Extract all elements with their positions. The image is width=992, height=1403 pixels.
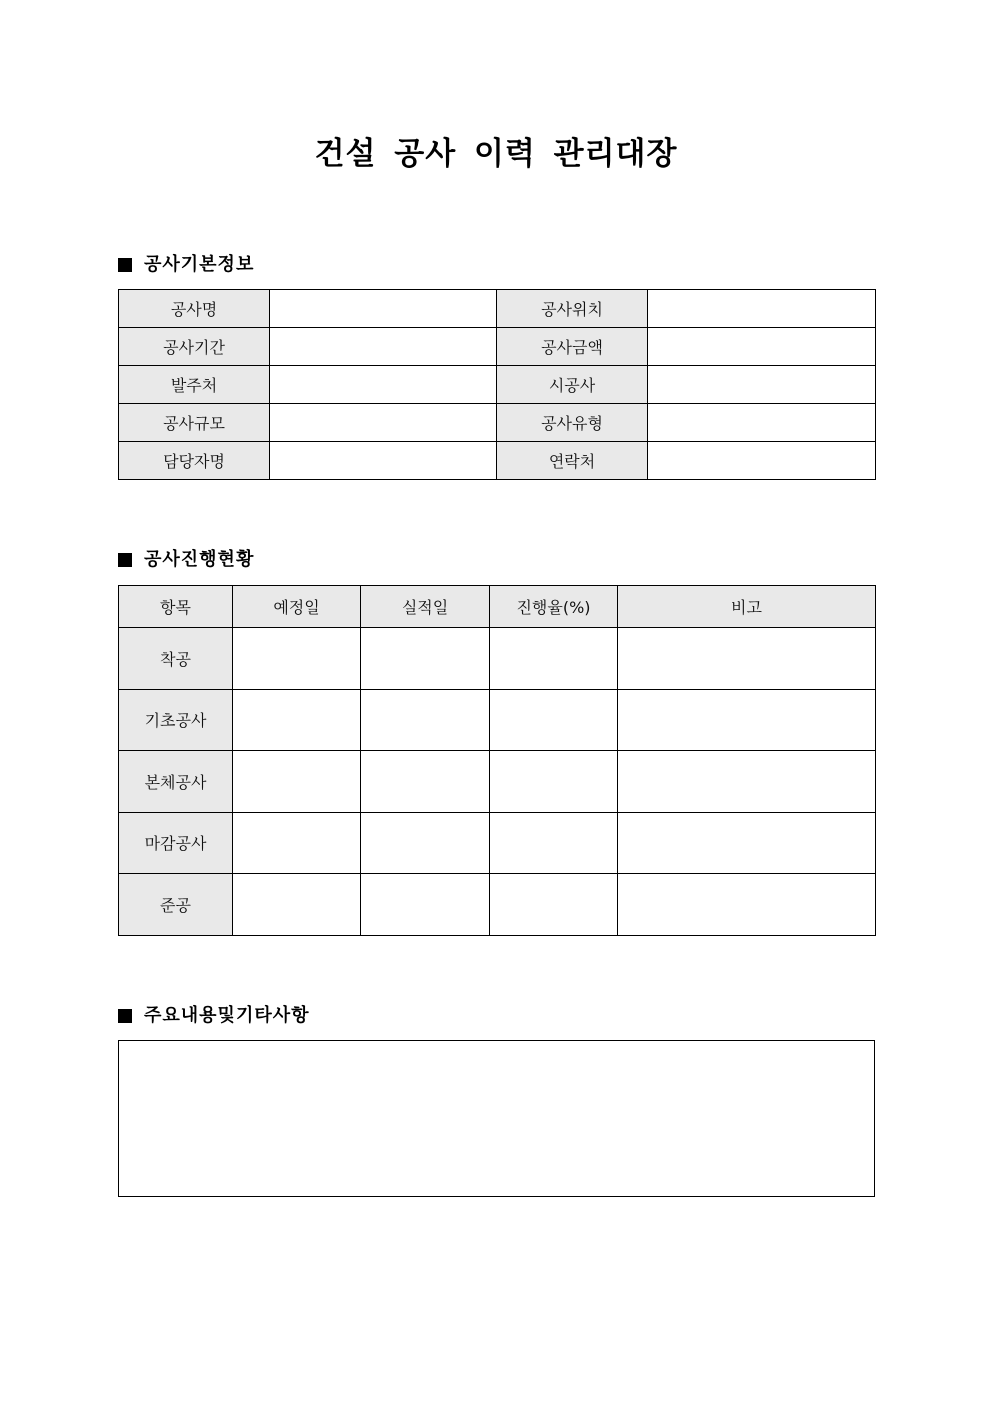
- progress-rate-cell[interactable]: [490, 751, 618, 813]
- black-square-bullet-icon: [118, 1009, 132, 1023]
- section-heading-progress: [118, 548, 254, 572]
- row-label-main-structure-work: 본체공사: [119, 751, 233, 813]
- notes-textarea[interactable]: [118, 1040, 875, 1197]
- actual-date-cell[interactable]: [361, 751, 490, 813]
- manager-name-field[interactable]: [270, 442, 497, 480]
- progress-rate-cell[interactable]: [490, 628, 618, 690]
- label-client: 발주처: [119, 366, 270, 404]
- column-header-remarks: 비고: [618, 586, 876, 628]
- black-square-bullet-icon: [118, 258, 132, 272]
- section-heading-label: 공사진행현황: [144, 549, 255, 570]
- actual-date-cell[interactable]: [361, 812, 490, 874]
- row-label-foundation-work: 기초공사: [119, 689, 233, 751]
- label-project-period: 공사기간: [119, 328, 270, 366]
- black-square-bullet-icon: [118, 553, 132, 567]
- section-heading-notes: [118, 1004, 310, 1028]
- table-row: [119, 404, 876, 442]
- project-type-field[interactable]: [648, 404, 876, 442]
- project-amount-field[interactable]: [648, 328, 876, 366]
- progress-rate-cell[interactable]: [490, 812, 618, 874]
- column-header-planned-date: 예정일: [233, 586, 361, 628]
- label-contact: 연락처: [497, 442, 648, 480]
- progress-rate-cell[interactable]: [490, 874, 618, 936]
- row-label-finishing-work: 마감공사: [119, 812, 233, 874]
- table-row: [119, 290, 876, 328]
- table-row: [119, 751, 876, 813]
- remarks-cell[interactable]: [618, 689, 876, 751]
- actual-date-cell[interactable]: [361, 874, 490, 936]
- remarks-cell[interactable]: [618, 628, 876, 690]
- label-project-scale: 공사규모: [119, 404, 270, 442]
- progress-rate-cell[interactable]: [490, 689, 618, 751]
- row-label-completion: 준공: [119, 874, 233, 936]
- section-heading-label: 공사기본정보: [144, 254, 255, 275]
- contractor-field[interactable]: [648, 366, 876, 404]
- remarks-cell[interactable]: [618, 751, 876, 813]
- planned-date-cell[interactable]: [233, 812, 361, 874]
- actual-date-cell[interactable]: [361, 689, 490, 751]
- document-title: 건설 공사 이력 관리대장: [314, 136, 678, 172]
- label-manager-name: 담당자명: [119, 442, 270, 480]
- remarks-cell[interactable]: [618, 874, 876, 936]
- row-label-groundbreaking: 착공: [119, 628, 233, 690]
- contact-field[interactable]: [648, 442, 876, 480]
- planned-date-cell[interactable]: [233, 628, 361, 690]
- table-row: [119, 812, 876, 874]
- remarks-cell[interactable]: [618, 812, 876, 874]
- progress-table: [118, 585, 876, 936]
- project-location-field[interactable]: [648, 290, 876, 328]
- label-project-location: 공사위치: [497, 290, 648, 328]
- project-period-field[interactable]: [270, 328, 497, 366]
- client-field[interactable]: [270, 366, 497, 404]
- table-row: [119, 874, 876, 936]
- label-project-amount: 공사금액: [497, 328, 648, 366]
- table-header-row: [119, 586, 876, 628]
- column-header-item: 항목: [119, 586, 233, 628]
- section-heading-basic-info: [118, 253, 254, 277]
- planned-date-cell[interactable]: [233, 689, 361, 751]
- table-row: [119, 366, 876, 404]
- table-row: [119, 628, 876, 690]
- basic-info-table: [118, 289, 876, 480]
- section-heading-label: 주요내용및기타사항: [144, 1005, 310, 1026]
- planned-date-cell[interactable]: [233, 874, 361, 936]
- table-row: [119, 328, 876, 366]
- planned-date-cell[interactable]: [233, 751, 361, 813]
- actual-date-cell[interactable]: [361, 628, 490, 690]
- table-row: [119, 442, 876, 480]
- column-header-actual-date: 실적일: [361, 586, 490, 628]
- column-header-progress-rate: 진행율(%): [490, 586, 618, 628]
- project-name-field[interactable]: [270, 290, 497, 328]
- label-project-name: 공사명: [119, 290, 270, 328]
- project-scale-field[interactable]: [270, 404, 497, 442]
- label-contractor: 시공사: [497, 366, 648, 404]
- label-project-type: 공사유형: [497, 404, 648, 442]
- table-row: [119, 689, 876, 751]
